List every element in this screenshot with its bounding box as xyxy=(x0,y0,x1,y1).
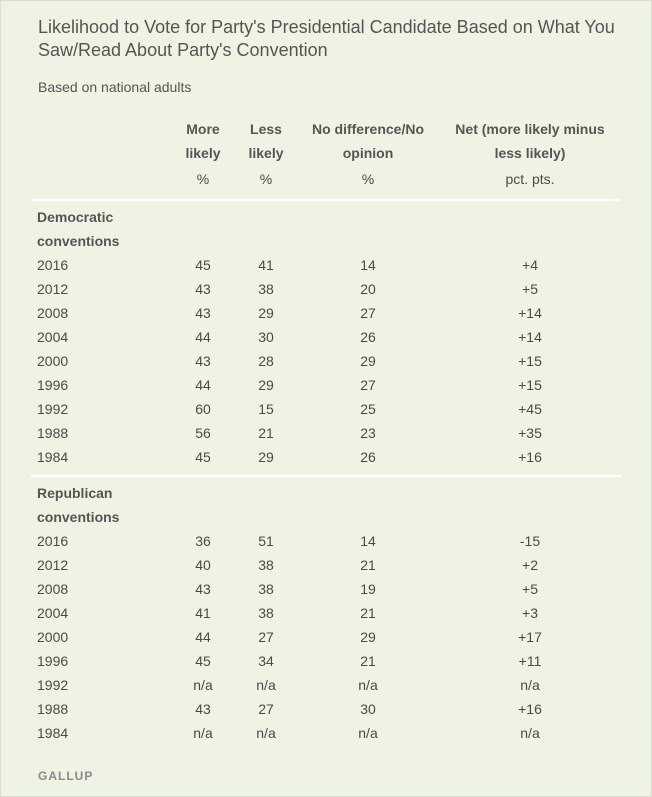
gallup-logo: GALLUP xyxy=(38,769,94,783)
row-year: 1992 xyxy=(37,401,69,417)
row-year: 1984 xyxy=(37,725,69,741)
cell-more-likely: 40 xyxy=(195,557,211,573)
header-more-likely: More likely xyxy=(185,121,221,161)
cell-more-likely: 44 xyxy=(195,629,211,645)
cell-less-likely: 34 xyxy=(258,653,274,669)
cell-no-difference: n/a xyxy=(358,677,378,693)
table-row xyxy=(31,373,621,397)
cell-net: +15 xyxy=(518,353,542,369)
row-year: 1988 xyxy=(37,425,69,441)
table-row xyxy=(31,325,621,349)
row-year: 2012 xyxy=(37,281,69,297)
results-table xyxy=(31,115,621,745)
row-year: 2008 xyxy=(37,305,69,321)
unit-more-likely: % xyxy=(171,165,235,200)
row-year: 1988 xyxy=(37,701,69,717)
cell-less-likely: 29 xyxy=(258,305,274,321)
cell-net: n/a xyxy=(520,725,540,741)
table-row xyxy=(31,529,621,553)
cell-less-likely: 38 xyxy=(258,581,274,597)
cell-no-difference: 21 xyxy=(360,653,376,669)
row-year: 2004 xyxy=(37,605,69,621)
table-row xyxy=(31,721,621,745)
cell-no-difference: 30 xyxy=(360,701,376,717)
cell-no-difference: 21 xyxy=(360,605,376,621)
cell-more-likely: 44 xyxy=(195,329,211,345)
cell-less-likely: n/a xyxy=(256,677,276,693)
header-row xyxy=(31,115,621,165)
row-year: 2004 xyxy=(37,329,69,345)
cell-no-difference: 14 xyxy=(360,533,376,549)
cell-net: +16 xyxy=(518,701,542,717)
row-year: 2012 xyxy=(37,557,69,573)
table-row xyxy=(31,301,621,325)
cell-net: +3 xyxy=(522,605,538,621)
cell-net: +2 xyxy=(522,557,538,573)
cell-no-difference: 27 xyxy=(360,377,376,393)
cell-no-difference: 29 xyxy=(360,629,376,645)
cell-less-likely: 30 xyxy=(258,329,274,345)
cell-less-likely: 15 xyxy=(258,401,274,417)
cell-less-likely: 29 xyxy=(258,377,274,393)
cell-no-difference: 20 xyxy=(360,281,376,297)
row-year: 2016 xyxy=(37,257,69,273)
cell-more-likely: n/a xyxy=(193,725,213,741)
section-label xyxy=(31,476,621,529)
table-row xyxy=(31,397,621,421)
cell-net: +16 xyxy=(518,449,542,465)
cell-less-likely: 38 xyxy=(258,281,274,297)
section-label-text: Republican conventions xyxy=(37,485,120,525)
table-row xyxy=(31,277,621,301)
cell-less-likely: 28 xyxy=(258,353,274,369)
cell-less-likely: 51 xyxy=(258,533,274,549)
cell-more-likely: 43 xyxy=(195,305,211,321)
table-row xyxy=(31,253,621,277)
cell-net: +11 xyxy=(518,653,542,669)
cell-no-difference: 21 xyxy=(360,557,376,573)
cell-no-difference: 26 xyxy=(360,329,376,345)
unit-no-difference: % xyxy=(297,165,439,200)
cell-net: +45 xyxy=(518,401,542,417)
table-row xyxy=(31,601,621,625)
cell-no-difference: 27 xyxy=(360,305,376,321)
table-row xyxy=(31,697,621,721)
cell-more-likely: 43 xyxy=(195,581,211,597)
table-body xyxy=(31,200,621,745)
header-blank xyxy=(31,115,171,165)
cell-less-likely: 38 xyxy=(258,557,274,573)
section-divider xyxy=(31,469,621,476)
cell-net: +15 xyxy=(518,377,542,393)
cell-more-likely: 56 xyxy=(195,425,211,441)
cell-less-likely: 29 xyxy=(258,449,274,465)
cell-more-likely: 36 xyxy=(195,533,211,549)
row-year: 1996 xyxy=(37,377,69,393)
header-no-difference: No difference/No opinion xyxy=(311,121,424,161)
cell-net: +5 xyxy=(522,581,538,597)
unit-less-likely: % xyxy=(235,165,297,200)
cell-net: +4 xyxy=(522,257,538,273)
cell-less-likely: n/a xyxy=(256,725,276,741)
cell-more-likely: 60 xyxy=(195,401,211,417)
row-year: 2000 xyxy=(37,629,69,645)
cell-less-likely: 38 xyxy=(258,605,274,621)
cell-less-likely: 27 xyxy=(258,629,274,645)
unit-blank xyxy=(31,165,171,200)
section-label xyxy=(31,200,621,253)
table-row xyxy=(31,349,621,373)
cell-more-likely: n/a xyxy=(193,677,213,693)
divider-line xyxy=(31,469,621,476)
cell-net: +14 xyxy=(518,305,542,321)
cell-more-likely: 45 xyxy=(195,257,211,273)
cell-no-difference: 26 xyxy=(360,449,376,465)
unit-row xyxy=(31,165,621,200)
cell-less-likely: 21 xyxy=(258,425,274,441)
header-net: Net (more likely minus less likely) xyxy=(455,121,605,161)
unit-net: pct. pts. xyxy=(439,165,621,200)
cell-no-difference: 19 xyxy=(360,581,376,597)
table-row xyxy=(31,625,621,649)
cell-no-difference: 29 xyxy=(360,353,376,369)
cell-more-likely: 44 xyxy=(195,377,211,393)
cell-no-difference: 23 xyxy=(360,425,376,441)
table-row xyxy=(31,421,621,445)
cell-more-likely: 43 xyxy=(195,281,211,297)
row-year: 1984 xyxy=(37,449,69,465)
table-row xyxy=(31,649,621,673)
header-less-likely: Less likely xyxy=(248,121,284,161)
cell-net: +5 xyxy=(522,281,538,297)
cell-net: +17 xyxy=(518,629,542,645)
cell-no-difference: n/a xyxy=(358,725,378,741)
table-row xyxy=(31,577,621,601)
cell-net: n/a xyxy=(520,677,540,693)
row-year: 2008 xyxy=(37,581,69,597)
table-row xyxy=(31,553,621,577)
cell-net: -15 xyxy=(519,533,541,549)
table-row xyxy=(31,445,621,469)
cell-more-likely: 43 xyxy=(195,701,211,717)
cell-no-difference: 14 xyxy=(360,257,376,273)
cell-more-likely: 43 xyxy=(195,353,211,369)
row-year: 2000 xyxy=(37,353,69,369)
row-year: 1996 xyxy=(37,653,69,669)
section-header-row xyxy=(31,200,621,253)
table-row xyxy=(31,673,621,697)
cell-more-likely: 41 xyxy=(195,605,211,621)
cell-net: +35 xyxy=(518,425,542,441)
section-label-text: Democratic conventions xyxy=(37,209,120,249)
cell-more-likely: 45 xyxy=(195,449,211,465)
cell-less-likely: 27 xyxy=(258,701,274,717)
cell-less-likely: 41 xyxy=(258,257,274,273)
cell-more-likely: 45 xyxy=(195,653,211,669)
cell-net: +14 xyxy=(518,329,542,345)
row-year: 2016 xyxy=(37,533,69,549)
section-header-row xyxy=(31,476,621,529)
cell-no-difference: 25 xyxy=(360,401,376,417)
figure-title: Likelihood to Vote for Party's Presidential Candidate Based on What You Saw/Read About Party's Convention xyxy=(38,17,615,60)
row-year: 1992 xyxy=(37,677,69,693)
figure-subtitle: Based on national adults xyxy=(38,79,192,95)
